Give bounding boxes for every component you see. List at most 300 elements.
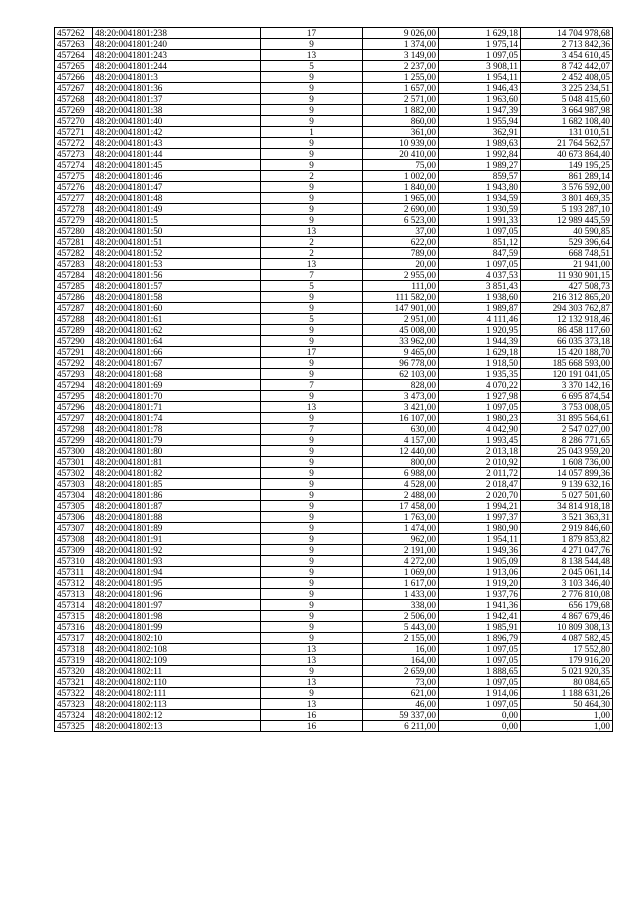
cadastral-value-cell: 2 547 027,00 — [521, 424, 613, 435]
category-code-cell: 9 — [261, 490, 363, 501]
area-cell: 2 690,00 — [363, 204, 439, 215]
specific-value-cell: 1 938,60 — [439, 292, 521, 303]
area-cell: 4 272,00 — [363, 556, 439, 567]
specific-value-cell: 2 010,92 — [439, 457, 521, 468]
specific-value-cell: 1 097,05 — [439, 259, 521, 270]
cadastral-value-cell: 2 713 842,36 — [521, 39, 613, 50]
cadastral-value-cell: 668 748,51 — [521, 248, 613, 259]
cadastral-value-cell: 179 916,20 — [521, 655, 613, 666]
table-row — [55, 655, 613, 666]
cadastral-number-cell: 48:20:0041801:238 — [93, 28, 261, 39]
area-cell: 147 901,00 — [363, 303, 439, 314]
area-cell: 20 410,00 — [363, 149, 439, 160]
table-row — [55, 259, 613, 270]
area-cell: 12 440,00 — [363, 446, 439, 457]
category-code-cell: 2 — [261, 171, 363, 182]
cadastral-number-cell: 48:20:0041801:99 — [93, 622, 261, 633]
table-row — [55, 677, 613, 688]
cadastral-value-cell: 9 139 632,16 — [521, 479, 613, 490]
category-code-cell: 17 — [261, 28, 363, 39]
cadastral-number-cell: 48:20:0041801:97 — [93, 600, 261, 611]
table-row — [55, 28, 613, 39]
table-row — [55, 138, 613, 149]
cadastral-value-cell: 3 103 346,40 — [521, 578, 613, 589]
row-number-cell: 457288 — [55, 314, 93, 325]
cadastral-value-cell: 3 753 008,05 — [521, 402, 613, 413]
table-row — [55, 83, 613, 94]
specific-value-cell: 1 097,05 — [439, 50, 521, 61]
row-number-cell: 457282 — [55, 248, 93, 259]
cadastral-number-cell: 48:20:0041801:98 — [93, 611, 261, 622]
specific-value-cell: 859,57 — [439, 171, 521, 182]
specific-value-cell: 1 097,05 — [439, 644, 521, 655]
table-row — [55, 534, 613, 545]
specific-value-cell: 362,91 — [439, 127, 521, 138]
specific-value-cell: 1 954,11 — [439, 534, 521, 545]
table-row — [55, 226, 613, 237]
row-number-cell: 457287 — [55, 303, 93, 314]
specific-value-cell: 1 989,87 — [439, 303, 521, 314]
table-row — [55, 710, 613, 721]
table-row — [55, 424, 613, 435]
table-row — [55, 666, 613, 677]
area-cell: 20,00 — [363, 259, 439, 270]
table-row — [55, 391, 613, 402]
specific-value-cell: 1 980,90 — [439, 523, 521, 534]
specific-value-cell: 1 985,91 — [439, 622, 521, 633]
cadastral-number-cell: 48:20:0041801:243 — [93, 50, 261, 61]
cadastral-number-cell: 48:20:0041801:69 — [93, 380, 261, 391]
row-number-cell: 457283 — [55, 259, 93, 270]
table-row — [55, 567, 613, 578]
table-row — [55, 204, 613, 215]
category-code-cell: 9 — [261, 600, 363, 611]
cadastral-value-cell: 14 704 978,68 — [521, 28, 613, 39]
cadastral-number-cell: 48:20:0041801:87 — [93, 501, 261, 512]
cadastral-value-cell: 5 048 415,60 — [521, 94, 613, 105]
category-code-cell: 9 — [261, 534, 363, 545]
table-row — [55, 325, 613, 336]
cadastral-value-cell: 21 764 562,57 — [521, 138, 613, 149]
area-cell: 96 778,00 — [363, 358, 439, 369]
cadastral-value-cell: 10 809 308,13 — [521, 622, 613, 633]
table-row — [55, 94, 613, 105]
row-number-cell: 457311 — [55, 567, 93, 578]
table-row — [55, 160, 613, 171]
cadastral-value-cell: 40 590,85 — [521, 226, 613, 237]
cadastral-value-cell: 21 941,00 — [521, 259, 613, 270]
specific-value-cell: 1 913,06 — [439, 567, 521, 578]
area-cell: 111 582,00 — [363, 292, 439, 303]
row-number-cell: 457281 — [55, 237, 93, 248]
area-cell: 860,00 — [363, 116, 439, 127]
specific-value-cell: 1 941,36 — [439, 600, 521, 611]
area-cell: 338,00 — [363, 600, 439, 611]
cadastral-value-cell: 3 801 469,35 — [521, 193, 613, 204]
area-cell: 111,00 — [363, 281, 439, 292]
cadastral-value-cell: 1 608 736,00 — [521, 457, 613, 468]
row-number-cell: 457305 — [55, 501, 93, 512]
row-number-cell: 457270 — [55, 116, 93, 127]
cadastral-value-cell: 3 454 610,45 — [521, 50, 613, 61]
category-code-cell: 9 — [261, 479, 363, 490]
row-number-cell: 457299 — [55, 435, 93, 446]
specific-value-cell: 1 629,18 — [439, 347, 521, 358]
cadastral-number-cell: 48:20:0041802:10 — [93, 633, 261, 644]
cadastral-value-cell: 1 188 631,26 — [521, 688, 613, 699]
table-row — [55, 303, 613, 314]
category-code-cell: 9 — [261, 633, 363, 644]
table-row — [55, 446, 613, 457]
table-row — [55, 380, 613, 391]
category-code-cell: 13 — [261, 699, 363, 710]
category-code-cell: 9 — [261, 446, 363, 457]
area-cell: 4 528,00 — [363, 479, 439, 490]
cadastral-number-cell: 48:20:0041801:66 — [93, 347, 261, 358]
row-number-cell: 457277 — [55, 193, 93, 204]
category-code-cell: 9 — [261, 72, 363, 83]
row-number-cell: 457293 — [55, 369, 93, 380]
table-row — [55, 699, 613, 710]
cadastral-value-cell: 12 989 445,59 — [521, 215, 613, 226]
table-row — [55, 292, 613, 303]
cadastral-value-cell: 8 138 544,48 — [521, 556, 613, 567]
category-code-cell: 9 — [261, 160, 363, 171]
row-number-cell: 457300 — [55, 446, 93, 457]
row-number-cell: 457325 — [55, 721, 93, 732]
specific-value-cell: 1 997,37 — [439, 512, 521, 523]
category-code-cell: 2 — [261, 248, 363, 259]
area-cell: 2 488,00 — [363, 490, 439, 501]
area-cell: 10 939,00 — [363, 138, 439, 149]
table-row — [55, 633, 613, 644]
area-cell: 9 465,00 — [363, 347, 439, 358]
area-cell: 37,00 — [363, 226, 439, 237]
row-number-cell: 457295 — [55, 391, 93, 402]
table-row — [55, 182, 613, 193]
specific-value-cell: 1 955,94 — [439, 116, 521, 127]
cadastral-number-cell: 48:20:0041801:82 — [93, 468, 261, 479]
category-code-cell: 9 — [261, 468, 363, 479]
cadastral-number-cell: 48:20:0041801:81 — [93, 457, 261, 468]
cadastral-number-cell: 48:20:0041801:68 — [93, 369, 261, 380]
area-cell: 2 506,00 — [363, 611, 439, 622]
cadastral-number-cell: 48:20:0041802:111 — [93, 688, 261, 699]
specific-value-cell: 4 111,46 — [439, 314, 521, 325]
area-cell: 2 951,00 — [363, 314, 439, 325]
cadastral-value-cell: 4 867 679,46 — [521, 611, 613, 622]
area-cell: 2 955,00 — [363, 270, 439, 281]
specific-value-cell: 1 989,27 — [439, 160, 521, 171]
cadastral-value-cell: 1,00 — [521, 721, 613, 732]
cadastral-number-cell: 48:20:0041801:48 — [93, 193, 261, 204]
table-row — [55, 523, 613, 534]
cadastral-value-cell: 4 271 047,76 — [521, 545, 613, 556]
category-code-cell: 13 — [261, 677, 363, 688]
specific-value-cell: 1 943,80 — [439, 182, 521, 193]
table-row — [55, 578, 613, 589]
row-number-cell: 457264 — [55, 50, 93, 61]
specific-value-cell: 1 914,06 — [439, 688, 521, 699]
specific-value-cell: 0,00 — [439, 721, 521, 732]
cadastral-value-cell: 3 664 987,98 — [521, 105, 613, 116]
area-cell: 16 107,00 — [363, 413, 439, 424]
specific-value-cell: 1 949,36 — [439, 545, 521, 556]
cadastral-value-cell: 3 521 363,31 — [521, 512, 613, 523]
cadastral-value-cell: 185 668 593,00 — [521, 358, 613, 369]
specific-value-cell: 1 944,39 — [439, 336, 521, 347]
category-code-cell: 9 — [261, 292, 363, 303]
specific-value-cell: 2 011,72 — [439, 468, 521, 479]
cadastral-number-cell: 48:20:0041801:38 — [93, 105, 261, 116]
specific-value-cell: 4 070,22 — [439, 380, 521, 391]
specific-value-cell: 2 018,47 — [439, 479, 521, 490]
area-cell: 2 155,00 — [363, 633, 439, 644]
cadastral-number-cell: 48:20:0041802:13 — [93, 721, 261, 732]
category-code-cell: 13 — [261, 402, 363, 413]
row-number-cell: 457265 — [55, 61, 93, 72]
area-cell: 2 191,00 — [363, 545, 439, 556]
specific-value-cell: 1 097,05 — [439, 226, 521, 237]
category-code-cell: 9 — [261, 149, 363, 160]
table-row — [55, 171, 613, 182]
category-code-cell: 7 — [261, 380, 363, 391]
specific-value-cell: 1 097,05 — [439, 402, 521, 413]
area-cell: 9 026,00 — [363, 28, 439, 39]
row-number-cell: 457290 — [55, 336, 93, 347]
row-number-cell: 457318 — [55, 644, 93, 655]
cadastral-number-cell: 48:20:0041801:60 — [93, 303, 261, 314]
cadastral-number-cell: 48:20:0041801:240 — [93, 39, 261, 50]
row-number-cell: 457309 — [55, 545, 93, 556]
specific-value-cell: 1 629,18 — [439, 28, 521, 39]
row-number-cell: 457304 — [55, 490, 93, 501]
cadastral-value-cell: 5 027 501,60 — [521, 490, 613, 501]
cadastral-number-cell: 48:20:0041802:12 — [93, 710, 261, 721]
area-cell: 1 002,00 — [363, 171, 439, 182]
cadastral-value-cell: 3 225 234,51 — [521, 83, 613, 94]
cadastral-number-cell: 48:20:0041801:244 — [93, 61, 261, 72]
cadastral-number-cell: 48:20:0041801:5 — [93, 215, 261, 226]
row-number-cell: 457312 — [55, 578, 93, 589]
specific-value-cell: 1 919,20 — [439, 578, 521, 589]
specific-value-cell: 3 851,43 — [439, 281, 521, 292]
cadastral-number-cell: 48:20:0041801:45 — [93, 160, 261, 171]
row-number-cell: 457316 — [55, 622, 93, 633]
cadastral-number-cell: 48:20:0041802:11 — [93, 666, 261, 677]
row-number-cell: 457262 — [55, 28, 93, 39]
category-code-cell: 13 — [261, 226, 363, 237]
category-code-cell: 13 — [261, 50, 363, 61]
area-cell: 1 255,00 — [363, 72, 439, 83]
cadastral-number-cell: 48:20:0041802:113 — [93, 699, 261, 710]
area-cell: 3 149,00 — [363, 50, 439, 61]
cadastral-value-cell: 8 742 442,07 — [521, 61, 613, 72]
cadastral-number-cell: 48:20:0041801:89 — [93, 523, 261, 534]
area-cell: 621,00 — [363, 688, 439, 699]
row-number-cell: 457279 — [55, 215, 93, 226]
specific-value-cell: 1 989,63 — [439, 138, 521, 149]
cadastral-number-cell: 48:20:0041801:53 — [93, 259, 261, 270]
table-row — [55, 50, 613, 61]
category-code-cell: 9 — [261, 116, 363, 127]
category-code-cell: 9 — [261, 391, 363, 402]
cadastral-number-cell: 48:20:0041801:43 — [93, 138, 261, 149]
table-row — [55, 589, 613, 600]
table-row — [55, 369, 613, 380]
cadastral-value-cell: 529 396,64 — [521, 237, 613, 248]
category-code-cell: 9 — [261, 94, 363, 105]
area-cell: 1 763,00 — [363, 512, 439, 523]
table-row — [55, 281, 613, 292]
row-number-cell: 457273 — [55, 149, 93, 160]
cadastral-number-cell: 48:20:0041801:51 — [93, 237, 261, 248]
area-cell: 962,00 — [363, 534, 439, 545]
table-row — [55, 105, 613, 116]
table-row — [55, 358, 613, 369]
cadastral-value-cell: 1 682 108,40 — [521, 116, 613, 127]
specific-value-cell: 1 963,60 — [439, 94, 521, 105]
cadastral-number-cell: 48:20:0041802:108 — [93, 644, 261, 655]
row-number-cell: 457307 — [55, 523, 93, 534]
area-cell: 16,00 — [363, 644, 439, 655]
category-code-cell: 9 — [261, 523, 363, 534]
area-cell: 3 421,00 — [363, 402, 439, 413]
table-row — [55, 215, 613, 226]
area-cell: 361,00 — [363, 127, 439, 138]
table-row — [55, 611, 613, 622]
table-row — [55, 457, 613, 468]
cadastral-value-cell: 216 312 865,20 — [521, 292, 613, 303]
cadastral-value-cell: 131 010,51 — [521, 127, 613, 138]
table-row — [55, 600, 613, 611]
row-number-cell: 457280 — [55, 226, 93, 237]
area-cell: 789,00 — [363, 248, 439, 259]
specific-value-cell: 3 908,11 — [439, 61, 521, 72]
cadastral-value-cell: 25 043 959,20 — [521, 446, 613, 457]
specific-value-cell: 0,00 — [439, 710, 521, 721]
cadastral-number-cell: 48:20:0041801:61 — [93, 314, 261, 325]
category-code-cell: 9 — [261, 435, 363, 446]
area-cell: 45 008,00 — [363, 325, 439, 336]
area-cell: 6 211,00 — [363, 721, 439, 732]
cadastral-number-cell: 48:20:0041801:44 — [93, 149, 261, 160]
cadastral-value-cell: 294 303 762,87 — [521, 303, 613, 314]
area-cell: 1 374,00 — [363, 39, 439, 50]
cadastral-number-cell: 48:20:0041801:37 — [93, 94, 261, 105]
area-cell: 828,00 — [363, 380, 439, 391]
specific-value-cell: 1 935,35 — [439, 369, 521, 380]
row-number-cell: 457271 — [55, 127, 93, 138]
cadastral-value-cell: 17 552,80 — [521, 644, 613, 655]
cadastral-number-cell: 48:20:0041801:92 — [93, 545, 261, 556]
specific-value-cell: 1 934,59 — [439, 193, 521, 204]
row-number-cell: 457319 — [55, 655, 93, 666]
row-number-cell: 457297 — [55, 413, 93, 424]
table-row — [55, 39, 613, 50]
category-code-cell: 9 — [261, 336, 363, 347]
table-row — [55, 149, 613, 160]
cadastral-number-cell: 48:20:0041801:91 — [93, 534, 261, 545]
cadastral-value-cell: 861 289,14 — [521, 171, 613, 182]
category-code-cell: 7 — [261, 424, 363, 435]
table-row — [55, 347, 613, 358]
row-number-cell: 457269 — [55, 105, 93, 116]
cadastral-value-cell: 66 035 373,18 — [521, 336, 613, 347]
area-cell: 73,00 — [363, 677, 439, 688]
row-number-cell: 457301 — [55, 457, 93, 468]
area-cell: 6 523,00 — [363, 215, 439, 226]
row-number-cell: 457308 — [55, 534, 93, 545]
table-row — [55, 545, 613, 556]
row-number-cell: 457321 — [55, 677, 93, 688]
area-cell: 630,00 — [363, 424, 439, 435]
specific-value-cell: 1 980,23 — [439, 413, 521, 424]
cadastral-number-cell: 48:20:0041801:64 — [93, 336, 261, 347]
specific-value-cell: 1 097,05 — [439, 699, 521, 710]
table-row — [55, 413, 613, 424]
row-number-cell: 457292 — [55, 358, 93, 369]
specific-value-cell: 851,12 — [439, 237, 521, 248]
cadastral-number-cell: 48:20:0041802:109 — [93, 655, 261, 666]
cadastral-value-cell: 5 193 287,10 — [521, 204, 613, 215]
cadastral-number-cell: 48:20:0041801:62 — [93, 325, 261, 336]
cadastral-value-cell: 40 673 864,40 — [521, 149, 613, 160]
table-row — [55, 512, 613, 523]
category-code-cell: 9 — [261, 358, 363, 369]
area-cell: 622,00 — [363, 237, 439, 248]
category-code-cell: 17 — [261, 347, 363, 358]
cadastral-value-cell: 656 179,68 — [521, 600, 613, 611]
category-code-cell: 9 — [261, 578, 363, 589]
cadastral-number-cell: 48:20:0041801:94 — [93, 567, 261, 578]
area-cell: 1 617,00 — [363, 578, 439, 589]
cadastral-number-cell: 48:20:0041801:95 — [93, 578, 261, 589]
cadastral-number-cell: 48:20:0041801:85 — [93, 479, 261, 490]
cadastral-number-cell: 48:20:0041801:74 — [93, 413, 261, 424]
row-number-cell: 457313 — [55, 589, 93, 600]
cadastral-number-cell: 48:20:0041801:58 — [93, 292, 261, 303]
cadastral-value-cell: 6 695 874,54 — [521, 391, 613, 402]
specific-value-cell: 1 905,09 — [439, 556, 521, 567]
cadastral-value-cell: 427 508,73 — [521, 281, 613, 292]
table-row — [55, 248, 613, 259]
row-number-cell: 457276 — [55, 182, 93, 193]
area-cell: 4 157,00 — [363, 435, 439, 446]
specific-value-cell: 1 918,50 — [439, 358, 521, 369]
table-body — [55, 28, 613, 732]
category-code-cell: 9 — [261, 556, 363, 567]
area-cell: 6 988,00 — [363, 468, 439, 479]
cadastral-number-cell: 48:20:0041801:56 — [93, 270, 261, 281]
area-cell: 75,00 — [363, 160, 439, 171]
specific-value-cell: 1 927,98 — [439, 391, 521, 402]
row-number-cell: 457285 — [55, 281, 93, 292]
cadastral-value-cell: 80 084,65 — [521, 677, 613, 688]
category-code-cell: 9 — [261, 501, 363, 512]
category-code-cell: 9 — [261, 369, 363, 380]
table-row — [55, 435, 613, 446]
row-number-cell: 457302 — [55, 468, 93, 479]
row-number-cell: 457278 — [55, 204, 93, 215]
table-row — [55, 622, 613, 633]
row-number-cell: 457275 — [55, 171, 93, 182]
cadastral-number-cell: 48:20:0041801:50 — [93, 226, 261, 237]
area-cell: 33 962,00 — [363, 336, 439, 347]
category-code-cell: 9 — [261, 512, 363, 523]
specific-value-cell: 1 920,95 — [439, 325, 521, 336]
specific-value-cell: 2 020,70 — [439, 490, 521, 501]
